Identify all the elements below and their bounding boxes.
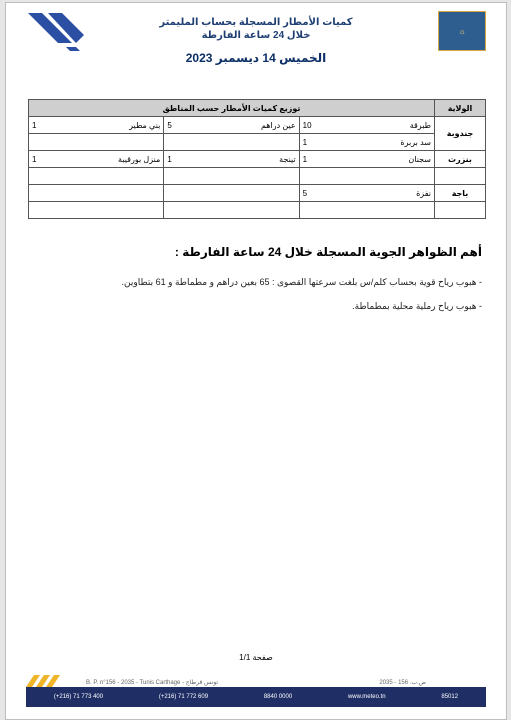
region-cell: بنزرت — [435, 151, 486, 168]
phenomena-item: - هبوب رياح رملية محلية بمطماطة. — [352, 301, 482, 311]
website-link[interactable]: www.meteo.tn — [347, 694, 386, 700]
rain-value: 5 — [167, 120, 172, 130]
place-name: تينجة — [279, 154, 296, 164]
table-row — [29, 117, 486, 134]
phone-1: (+216) 71 773 400 — [53, 694, 104, 700]
place-name: بني مطير — [129, 120, 161, 130]
rain-value: 1 — [302, 137, 308, 147]
rain-value: 1 — [32, 120, 37, 130]
header-region: الولاية — [435, 100, 486, 117]
phone-3: 8840 0000 — [263, 694, 293, 700]
place-name: عين دراهم — [260, 120, 296, 130]
rain-value: 10 — [302, 120, 312, 130]
table-row — [29, 151, 486, 168]
phone-4: 85012 — [441, 694, 459, 700]
region-cell: باجة — [435, 185, 486, 202]
title-line-2: خلال 24 ساعة الفارطة — [201, 30, 311, 41]
place-name: سد بربرة — [400, 137, 431, 147]
phenomena-title: أهم الظواهر الجوية المسجلة خلال 24 ساعة الفارطة : — [174, 245, 482, 259]
page-number: صفحة 1/1 — [239, 653, 273, 662]
place-name: نفزة — [416, 188, 431, 198]
header-distribution: توزيع كميات الأمطار حسب المناطق — [29, 100, 435, 117]
table-row — [29, 202, 486, 219]
title-line-1: كميات الأمطار المسجلة بحساب المليمتر — [159, 17, 353, 28]
report-date: الخميس 14 ديسمبر 2023 — [185, 51, 327, 65]
rain-value: 1 — [302, 154, 308, 164]
footer-address — [86, 679, 426, 686]
address-ar: ص.ب. 156 - 2035 — [379, 680, 426, 686]
footer-bar — [26, 687, 486, 707]
phenomena-item: - هبوب رياح قوية بحساب كلم/س بلغت سرعتها القصوى : 65 بعين دراهم و مطماطة و 61 بتطاوين. — [121, 277, 482, 287]
rain-value: 1 — [32, 154, 37, 164]
region-cell: جندوبة — [435, 117, 486, 151]
meteo-emblem-icon: ☼ — [438, 11, 486, 51]
table-row — [29, 185, 486, 202]
place-name: سجنان — [408, 154, 431, 164]
phone-2: (+216) 71 772 609 — [158, 694, 209, 700]
address-fr: B. P. n°156 - 2035 - Tunis Carthage - تونس قرطاج — [86, 680, 219, 686]
document-page — [5, 2, 507, 720]
rain-value: 1 — [167, 154, 172, 164]
rainfall-table — [28, 99, 486, 219]
table-row — [29, 168, 486, 185]
place-name: منزل بورقيبة — [118, 154, 161, 164]
table-row — [29, 134, 486, 151]
rain-value: 5 — [302, 188, 308, 198]
place-name: طبرقة — [409, 120, 431, 130]
